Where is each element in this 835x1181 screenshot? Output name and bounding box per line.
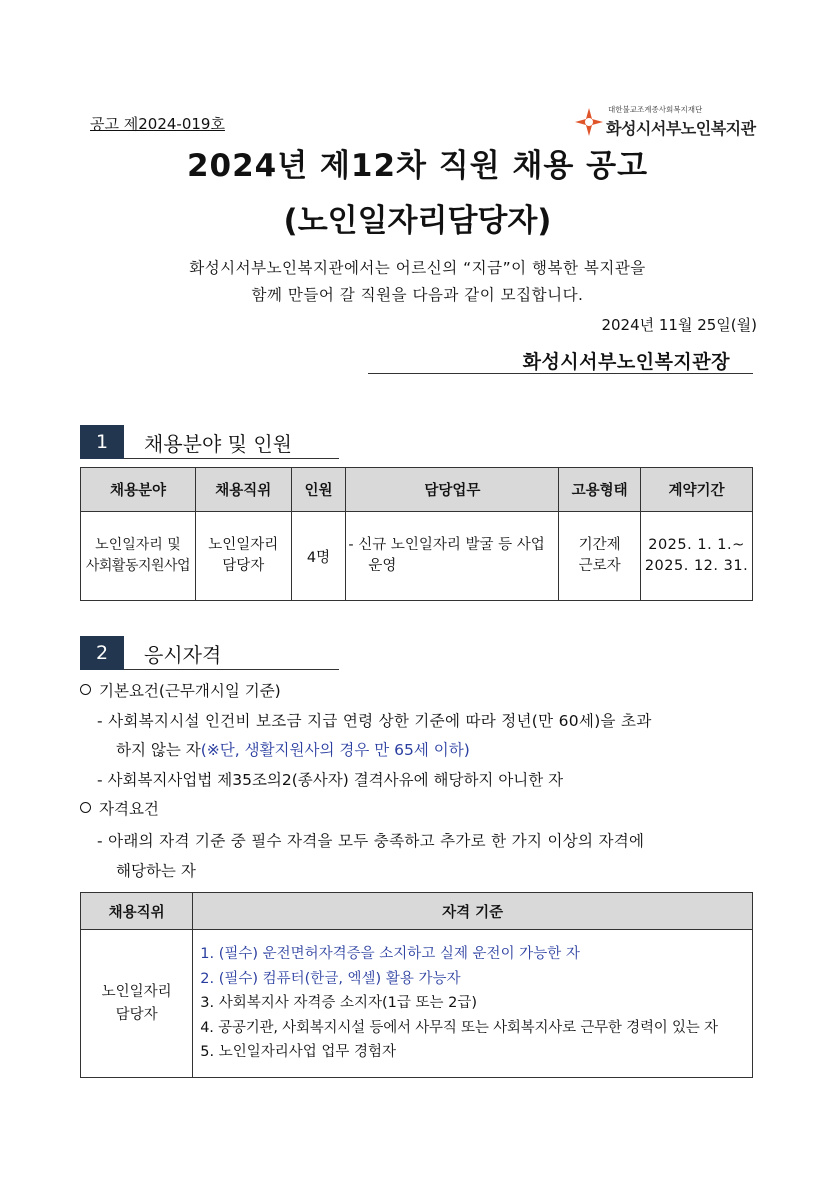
table-header-row (81, 893, 753, 930)
section-number: 2 (80, 636, 124, 670)
criteria-cell (193, 930, 753, 1078)
column-header: 채용직위 (81, 893, 193, 930)
qualification-desc: - 아래의 자격 기준 중 필수 자격을 모두 충족하고 추가로 한 가지 이상의 자격에 (97, 832, 645, 850)
column-header: 자격 기준 (193, 893, 753, 930)
criteria-item: 4. 공공기관, 사회복지시설 등에서 사무직 또는 사회복지사로 근무한 경력이 있는 자 (200, 1019, 718, 1036)
criteria-item: 2. (필수) 컴퓨터(한글, 엑셀) 활용 가능자 (200, 970, 461, 987)
page-title: 2024년 제12차 직원 채용 공고 (186, 148, 649, 184)
basic-requirement-1: - 사회복지시설 인건비 보조금 지급 연령 상한 기준에 따라 정년(만 60세)을 초과 (97, 712, 652, 730)
intro-line-1: 화성시서부노인복지관에서는 어르신의 “지금”이 행복한 복지관을 (189, 259, 646, 277)
basic-requirement-2: - 사회복지사업법 제35조의2(종사자) 결격사유에 해당하지 아니한 자 (97, 771, 564, 789)
recruitment-table (80, 467, 753, 601)
notice-date: 2024년 11월 25일(월) (601, 316, 757, 334)
duty-cell: - 신규 노인일자리 발굴 등 사업 운영 (346, 512, 559, 601)
foundation-name: 대한불교조계종사회복지재단 (608, 105, 703, 114)
section-title: 응시자격 (144, 643, 222, 667)
table-header-row (81, 468, 753, 512)
column-header: 인원 (291, 468, 346, 512)
column-header: 담당업무 (346, 468, 559, 512)
column-header: 계약기간 (641, 468, 753, 512)
circle-bullet-icon (80, 802, 91, 813)
criteria-item: 1. (필수) 운전면허자격증을 소지하고 실제 운전이 가능한 자 (200, 946, 580, 963)
criteria-item: 3. 사회복지사 자격증 소지자(1급 또는 2급) (200, 995, 477, 1012)
contract-period-cell: 2025. 1. 1.~ 2025. 12. 31. (641, 512, 753, 601)
column-header: 채용직위 (195, 468, 291, 512)
organization-logo (572, 103, 756, 143)
section-number: 1 (80, 425, 124, 459)
org-logo-icon (572, 105, 606, 139)
signer-underline (368, 373, 753, 374)
basic-requirement-1-cont: 하지 않는 자(※단, 생활지원사의 경우 만 65세 이하) (116, 741, 470, 759)
count-cell: 4명 (291, 512, 346, 601)
column-header: 고용형태 (559, 468, 641, 512)
table-row (81, 930, 753, 1078)
org-name: 화성시서부노인복지관 (606, 119, 756, 138)
position-cell: 노인일자리 담당자 (81, 930, 193, 1078)
column-header: 채용분야 (81, 468, 196, 512)
notice-number: 공고 제2024-019호 (90, 115, 225, 133)
intro-line-2: 함께 만들어 갈 직원을 다음과 같이 모집합니다. (251, 286, 584, 304)
page-subtitle: (노인일자리담당자) (283, 203, 552, 239)
qualification-heading: 자격요건 (80, 797, 159, 819)
criteria-item: 5. 노인일자리사업 업무 경험자 (200, 1044, 396, 1061)
employment-type-cell: 기간제 근로자 (559, 512, 641, 601)
position-cell: 노인일자리 담당자 (195, 512, 291, 601)
section-1-header (80, 425, 340, 459)
section-title: 채용분야 및 인원 (144, 432, 292, 456)
table-row (81, 512, 753, 601)
qualification-table (80, 892, 753, 1078)
signer: 화성시서부노인복지관장 (522, 351, 730, 373)
field-cell: 노인일자리 및 사회활동지원사업 (81, 512, 196, 601)
basic-requirements-heading: 기본요건(근무개시일 기준) (80, 679, 281, 701)
age-note: (※단, 생활지원사의 경우 만 65세 이하) (200, 741, 470, 759)
circle-bullet-icon (80, 684, 91, 695)
section-2-header (80, 636, 340, 670)
qualification-desc-cont: 해당하는 자 (116, 862, 196, 880)
